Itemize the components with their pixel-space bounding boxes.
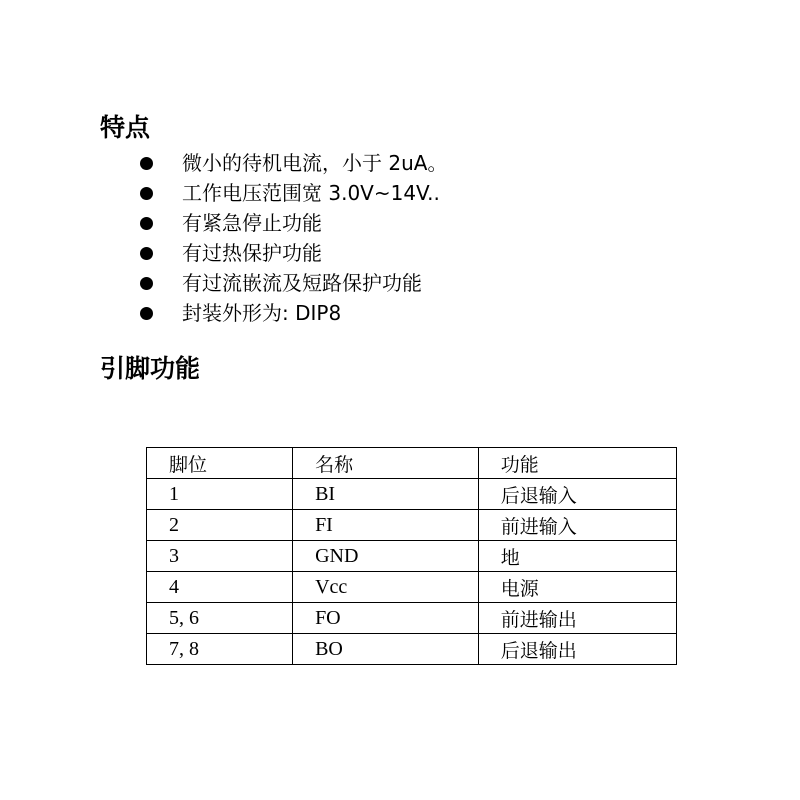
feature-text: 有紧急停止功能: [182, 211, 322, 235]
column-header-function: 功能: [478, 448, 676, 479]
bullet-icon: [140, 157, 153, 170]
pin-number-cell: 7, 8: [147, 634, 293, 665]
table-row: [147, 603, 677, 634]
pin-functions-heading: 引脚功能: [100, 354, 201, 383]
feature-text: 有过热保护功能: [182, 241, 322, 265]
pin-number-cell: 1: [147, 479, 293, 510]
bullet-icon: [140, 217, 153, 230]
column-header-pin: 脚位: [147, 448, 293, 479]
features-heading: 特点: [100, 113, 151, 142]
column-header-name: 名称: [293, 448, 479, 479]
bullet-icon: [140, 277, 153, 290]
feature-text: 微小的待机电流，小于 2uA。: [182, 151, 448, 175]
pin-name-cell: BO: [293, 634, 479, 665]
pin-function-cell: 后退输出: [478, 634, 676, 665]
pin-name-cell: GND: [293, 541, 479, 572]
pin-number-cell: 3: [147, 541, 293, 572]
pin-function-cell: 地: [478, 541, 676, 572]
pin-function-cell: 电源: [478, 572, 676, 603]
feature-text: 封装外形为: DIP8: [182, 301, 342, 325]
bullet-icon: [140, 307, 153, 320]
table-row: [147, 510, 677, 541]
bullet-icon: [140, 187, 153, 200]
pin-number-cell: 5, 6: [147, 603, 293, 634]
feature-text: 工作电压范围宽 3.0V~14V..: [182, 181, 440, 205]
table-row: [147, 541, 677, 572]
pin-number-cell: 2: [147, 510, 293, 541]
pin-name-cell: BI: [293, 479, 479, 510]
pin-function-cell: 前进输出: [478, 603, 676, 634]
pin-function-cell: 后退输入: [478, 479, 676, 510]
pin-name-cell: Vcc: [293, 572, 479, 603]
pin-function-cell: 前进输入: [478, 510, 676, 541]
table-header-row: [147, 448, 677, 479]
table-row: [147, 572, 677, 603]
feature-text: 有过流嵌流及短路保护功能: [182, 271, 422, 295]
bullet-icon: [140, 247, 153, 260]
pin-name-cell: FI: [293, 510, 479, 541]
table-row: [147, 479, 677, 510]
table-row: [147, 634, 677, 665]
pin-function-table: [146, 447, 677, 665]
pin-name-cell: FO: [293, 603, 479, 634]
pin-number-cell: 4: [147, 572, 293, 603]
